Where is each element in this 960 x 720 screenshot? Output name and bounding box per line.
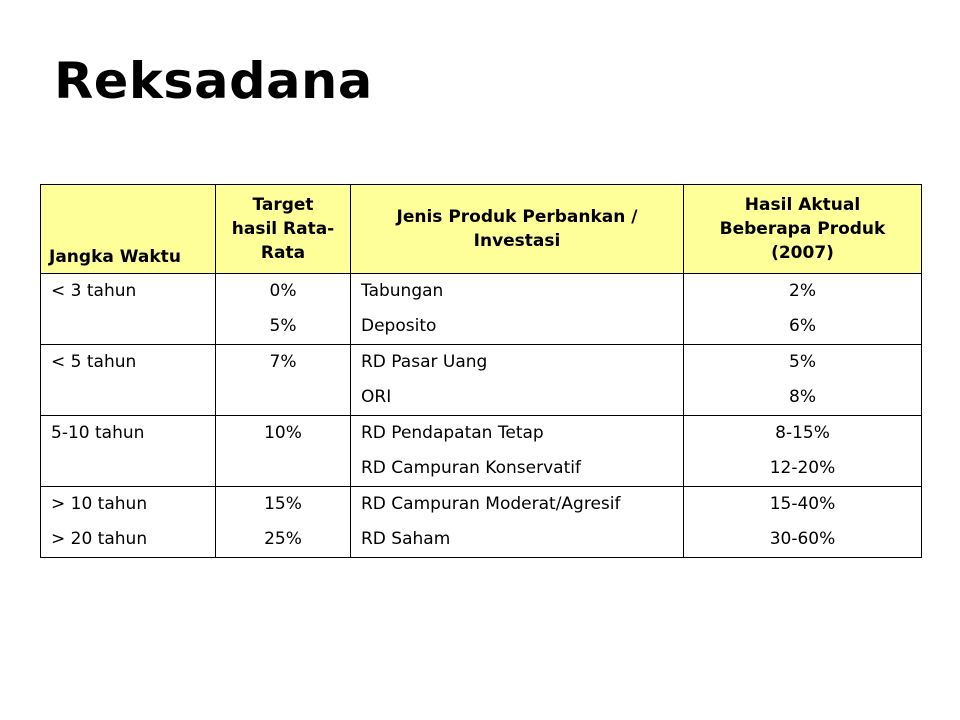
cell-target: 10% <box>216 416 351 452</box>
header-hasil-line-3: (2007) <box>771 243 834 263</box>
table-row <box>41 487 922 523</box>
slide-title: Reksadana <box>54 52 373 110</box>
table-row <box>41 416 922 452</box>
header-target-line-2: hasil Rata- <box>231 219 335 239</box>
cell-target: 5% <box>216 309 351 345</box>
cell-produk: Deposito <box>351 309 684 345</box>
cell-hasil: 8% <box>684 380 922 416</box>
header-jenis-line-2: Investasi <box>473 231 561 251</box>
cell-hasil: 5% <box>684 345 922 381</box>
cell-jangka <box>41 451 216 487</box>
cell-produk: RD Campuran Konservatif <box>351 451 684 487</box>
table-row <box>41 345 922 381</box>
cell-produk: ORI <box>351 380 684 416</box>
header-target-line-1: Target <box>252 195 314 215</box>
cell-target <box>216 380 351 416</box>
investment-table <box>40 184 922 558</box>
cell-produk: RD Pendapatan Tetap <box>351 416 684 452</box>
cell-hasil: 2% <box>684 274 922 310</box>
table-row <box>41 522 922 558</box>
cell-target: 0% <box>216 274 351 310</box>
cell-jangka <box>41 380 216 416</box>
cell-produk: RD Campuran Moderat/Agresif <box>351 487 684 523</box>
cell-target: 15% <box>216 487 351 523</box>
header-hasil-line-2: Beberapa Produk <box>719 219 886 239</box>
cell-hasil: 12-20% <box>684 451 922 487</box>
header-row <box>41 185 922 274</box>
cell-target: 7% <box>216 345 351 381</box>
cell-hasil: 30-60% <box>684 522 922 558</box>
header-jenis-produk <box>351 185 684 274</box>
header-hasil-line-1: Hasil Aktual <box>744 195 861 215</box>
cell-jangka <box>41 309 216 345</box>
header-jangka-waktu: Jangka Waktu <box>41 185 216 274</box>
header-target-line-3: Rata <box>260 243 306 263</box>
header-hasil-aktual <box>684 185 922 274</box>
table-row <box>41 309 922 345</box>
cell-produk: RD Saham <box>351 522 684 558</box>
table-row <box>41 451 922 487</box>
cell-hasil: 6% <box>684 309 922 345</box>
cell-hasil: 15-40% <box>684 487 922 523</box>
table-row <box>41 274 922 310</box>
cell-jangka: 5-10 tahun <box>41 416 216 452</box>
cell-jangka: > 10 tahun <box>41 487 216 523</box>
cell-jangka: > 20 tahun <box>41 522 216 558</box>
cell-jangka: < 3 tahun <box>41 274 216 310</box>
cell-target <box>216 451 351 487</box>
cell-produk: Tabungan <box>351 274 684 310</box>
cell-target: 25% <box>216 522 351 558</box>
table-row <box>41 380 922 416</box>
cell-produk: RD Pasar Uang <box>351 345 684 381</box>
header-jenis-line-1: Jenis Produk Perbankan / <box>396 207 638 227</box>
header-target-hasil <box>216 185 351 274</box>
cell-hasil: 8-15% <box>684 416 922 452</box>
cell-jangka: < 5 tahun <box>41 345 216 381</box>
